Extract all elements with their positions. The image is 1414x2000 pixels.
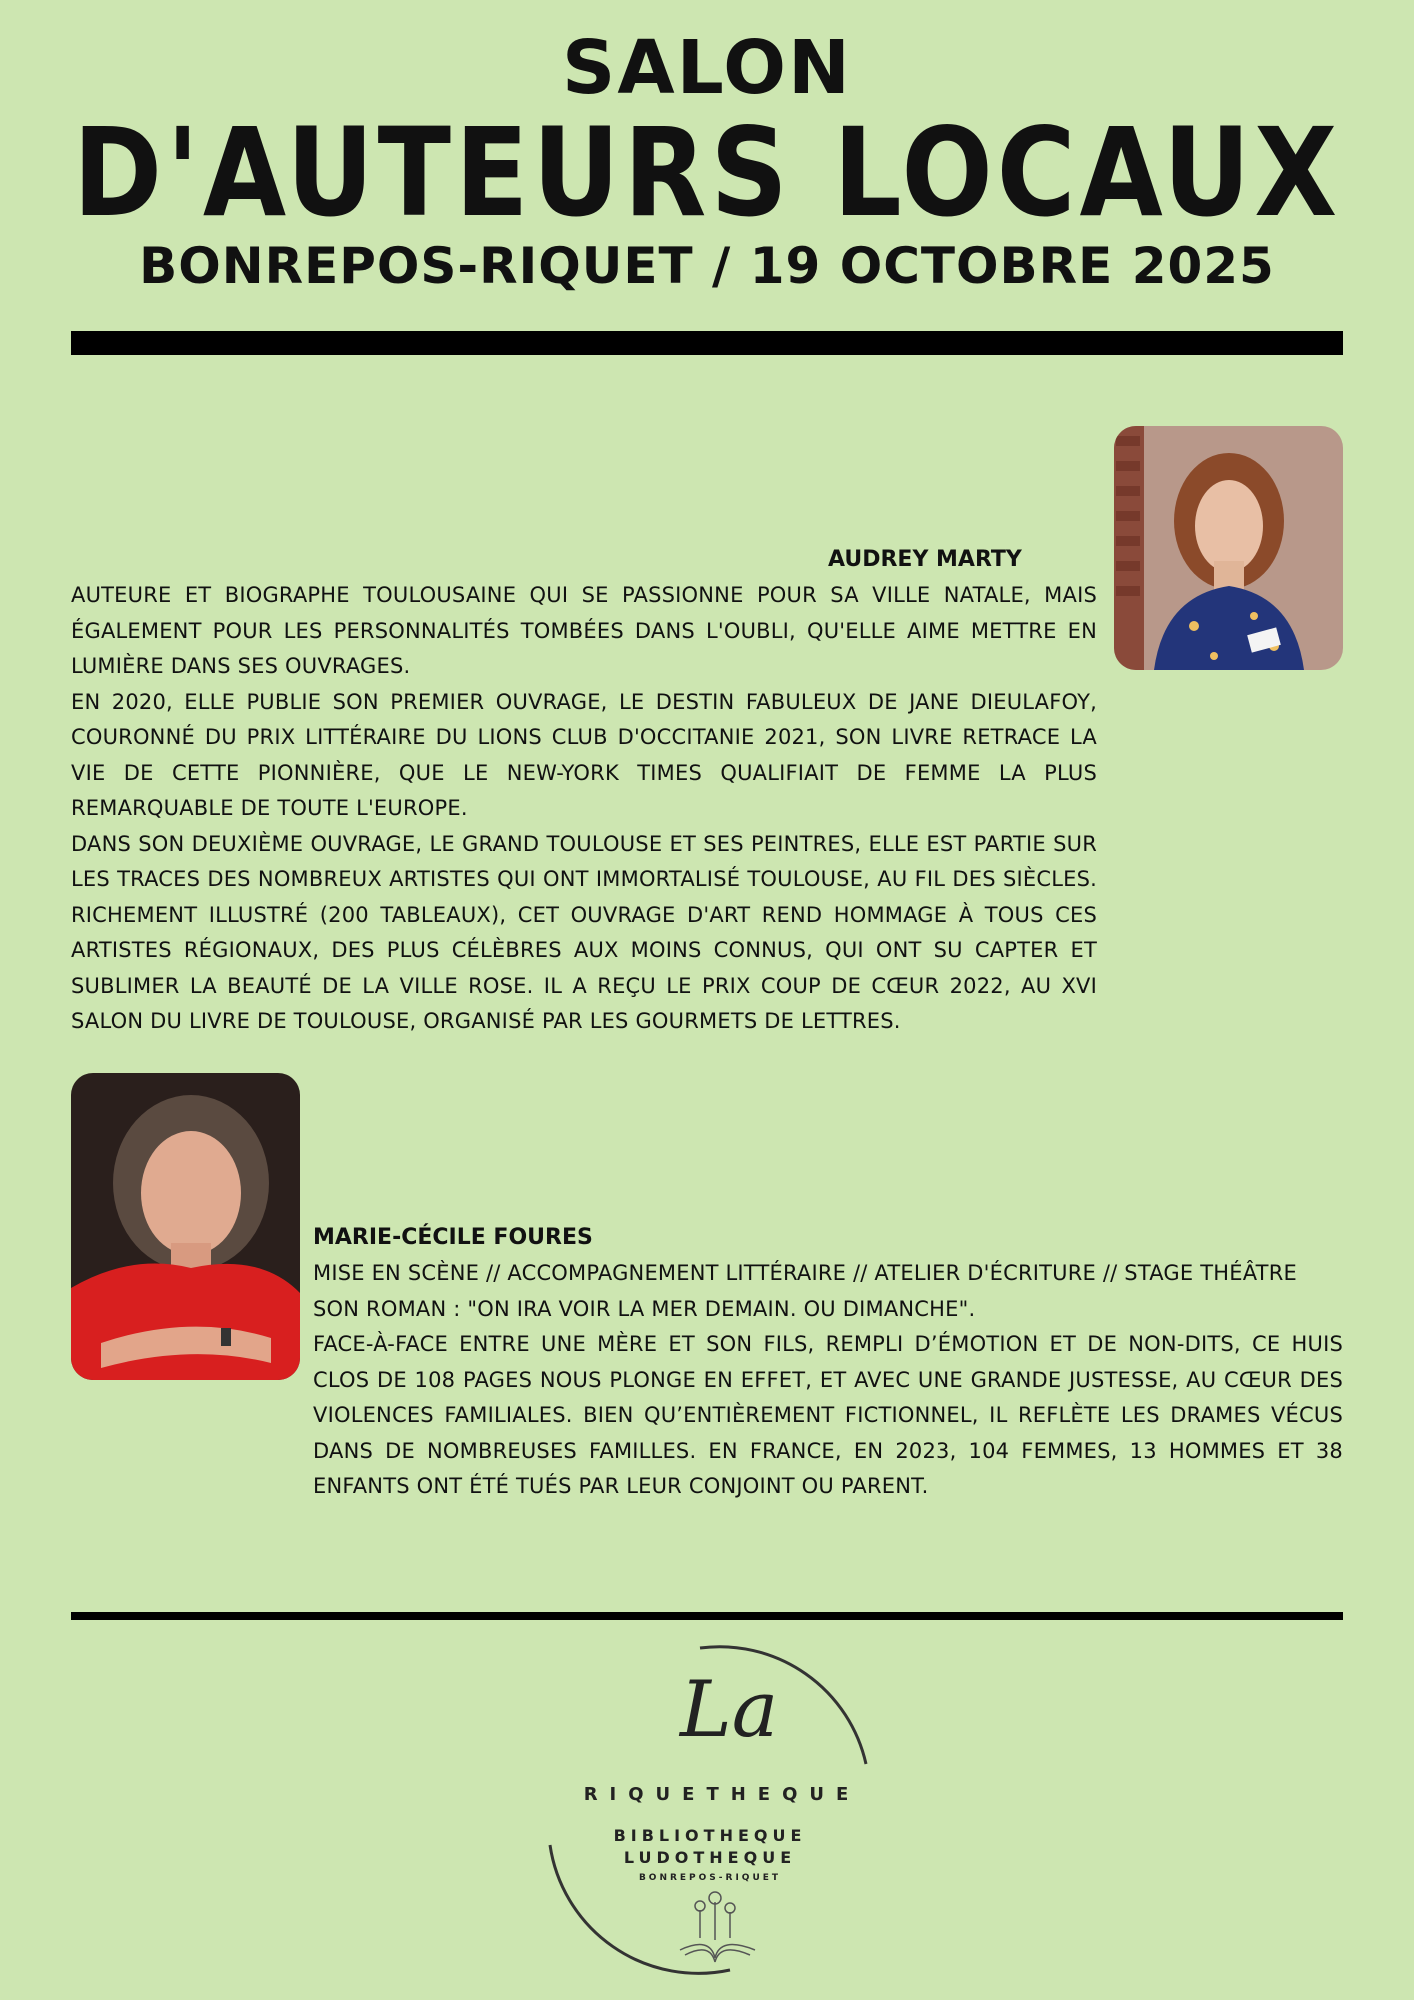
author-photo-audrey-marty	[1114, 426, 1343, 670]
logo-line-2: LUDOTHEQUE	[623, 1848, 797, 1867]
header-divider	[71, 331, 1343, 355]
logo-script-la: La	[680, 1665, 779, 1755]
title-salon: SALON	[562, 25, 852, 111]
book-flowers-icon	[680, 1892, 755, 1962]
bio-1-paragraph-3: DANS SON DEUXIÈME OUVRAGE, LE GRAND TOULOUSE ET SES PEINTRES, ELLE EST PARTIE SUR LES TRACES DES NOMBREUX ARTISTES QUI ONT IMMORTALISÉ TOULOUSE, AU FIL DES SIÈCLES. RICHEMENT ILLUSTRÉ (200 TABLEAUX), CET OUVRAGE D'ART REND HOMMAGE À TOUS CES ARTISTES RÉGIONAUX, DES PLUS CÉLÈBRES AUX MOINS CONNUS, QUI ONT SU CAPTER ET SUBLIMER LA BEAUTÉ DE LA VILLE ROSE. IL A REÇU LE PRIX COUP DE CŒUR 2022, AU XVI SALON DU LIVRE DE TOULOUSE, ORGANISÉ PAR LES GOURMETS DE LETTRES.	[71, 831, 1097, 1033]
bio-2-paragraph-1: MISE EN SCÈNE // ACCOMPAGNEMENT LITTÉRAIRE // ATELIER D'ÉCRITURE // STAGE THÉÂTRE	[313, 1261, 1297, 1285]
author-bio-1	[71, 578, 1097, 1040]
bio-2-paragraph-2: SON ROMAN : "ON IRA VOIR LA MER DEMAIN. OU DIMANCHE".	[313, 1296, 976, 1321]
bio-1-paragraph-1: AUTEURE ET BIOGRAPHE TOULOUSAINE QUI SE PASSIONNE POUR SA VILLE NATALE, MAIS ÉGALEMENT POUR LES PERSONNALITÉS TOMBÉES DANS L'OUBLI, QU'ELLE AIME METTRE EN LUMIÈRE DANS SES OUVRAGES.	[71, 583, 1097, 678]
logo-name: RIQUETHEQUE	[583, 1784, 861, 1805]
author-name-2: MARIE-CÉCILE FOURES	[313, 1225, 593, 1250]
bio-1-paragraph-2: EN 2020, ELLE PUBLIE SON PREMIER OUVRAGE, LE DESTIN FABULEUX DE JANE DIEULAFOY, COURONNÉ DU PRIX LITTÉRAIRE DU LIONS CLUB D'OCCITANIE 2021, SON LIVRE RETRACE LA VIE DE CETTE PIONNIÈRE, QUE LE NEW-YORK TIMES QUALIFIAIT DE FEMME LA PLUS REMARQUABLE DE TOUTE L'EUROPE.	[71, 689, 1097, 820]
author-photo-marie-cecile-foures	[71, 1073, 300, 1380]
logo-line-3: BONREPOS-RIQUET	[638, 1873, 782, 1883]
logo-line-1: BIBLIOTHEQUE	[613, 1826, 807, 1845]
bio-2-paragraph-3: FACE-À-FACE ENTRE UNE MÈRE ET SON FILS, REMPLI D’ÉMOTION ET DE NON-DITS, CE HUIS CLOS DE 108 PAGES NOUS PLONGE EN EFFET, ET AVEC UNE GRANDE JUSTESSE, AU CŒUR DES VIOLENCES FAMILIALES. BIEN QU’ENTIÈREMENT FICTIONNEL, IL REFLÈTE LES DRAMES VÉCUS DANS DE NOMBREUSES FAMILLES. EN FRANCE, EN 2023, 104 FEMMES, 13 HOMMES ET 38 ENFANTS ONT ÉTÉ TUÉS PAR LEUR CONJOINT OU PARENT.	[313, 1332, 1343, 1498]
riquetheque-logo	[530, 1640, 890, 1980]
author-bio-2	[313, 1256, 1343, 1505]
author-name-1: AUDREY MARTY	[828, 547, 1022, 572]
footer-divider	[71, 1612, 1343, 1620]
event-location-date: BONREPOS-RIQUET / 19 OCTOBRE 2025	[139, 237, 1275, 295]
title-main: D'AUTEURS LOCAUX	[72, 102, 1342, 244]
